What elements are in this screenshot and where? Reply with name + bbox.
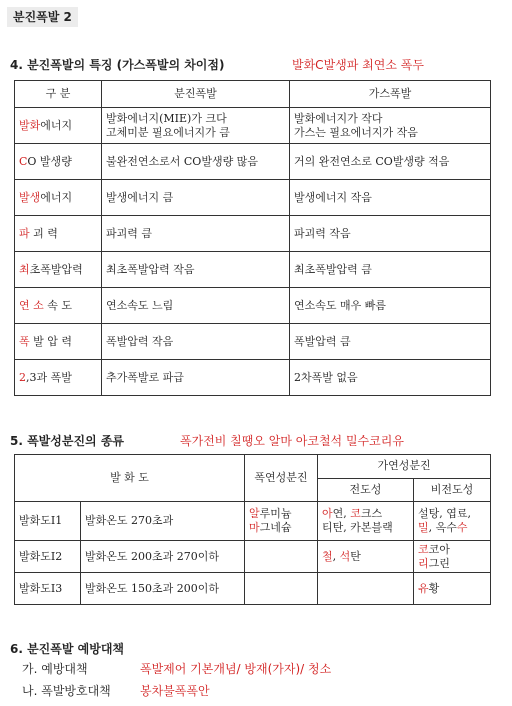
mnemonic-letter: 아	[322, 507, 333, 520]
conductive-cell	[318, 502, 414, 541]
table-row	[15, 288, 491, 324]
page-title: 분진폭발 2	[7, 7, 78, 27]
row-category	[15, 216, 102, 252]
cell-text: 크스	[360, 507, 383, 520]
category-rest: 에너지	[40, 118, 73, 132]
temp-cell: 발화온도 270초과	[81, 502, 245, 541]
gas-cell: 폭발압력 큼	[290, 324, 491, 360]
mnemonic-letter: 유	[418, 581, 429, 595]
section5-heading	[10, 432, 404, 449]
explosive-cell	[245, 502, 318, 541]
category-highlight: 최	[19, 262, 30, 276]
row-category	[15, 108, 102, 144]
mnemonic-letter: 수	[456, 521, 468, 534]
category-rest: O 발생량	[27, 154, 72, 168]
prevention-value: 폭발제어 기본개념/ 방재(가자)/ 청소	[140, 662, 332, 676]
table-row	[15, 180, 491, 216]
table-header-row	[15, 455, 491, 479]
prevention-item	[22, 660, 331, 677]
mnemonic-letter: 밀	[418, 521, 429, 534]
category-highlight: 폭	[19, 334, 30, 348]
cell-line	[418, 507, 486, 521]
table-row	[15, 252, 491, 288]
conductive-cell	[318, 541, 414, 573]
nonconductive-cell	[414, 541, 491, 573]
nonconductive-cell	[414, 502, 491, 541]
dust-cell: 발화에너지(MIE)가 크다 고체미분 필요에너지가 큼	[102, 108, 290, 144]
table-header-row	[15, 81, 491, 108]
category-rest: 에너지	[40, 190, 73, 204]
protection-item	[22, 682, 210, 699]
mnemonic-letter: 코	[418, 542, 429, 556]
mnemonic-letter: 석	[339, 549, 351, 563]
explosive-cell	[245, 541, 318, 573]
header-explosive: 폭연성분진	[245, 455, 318, 502]
section6-heading: 6. 분진폭발 예방대책	[10, 642, 125, 656]
protection-label: 나. 폭발방호대책	[22, 684, 111, 698]
cell-line	[322, 507, 409, 521]
cell-text: 그네슘	[259, 521, 292, 534]
gas-cell: 거의 완전연소로 CO발생량 적음	[290, 144, 491, 180]
table-row	[15, 573, 491, 605]
category-highlight: 발화	[19, 118, 41, 132]
header-combustible: 가연성분진	[318, 455, 491, 479]
dust-cell: 최초폭발압력 작음	[102, 252, 290, 288]
row-category	[15, 252, 102, 288]
table-row	[15, 502, 491, 541]
gas-cell: 발화에너지가 작다 가스는 필요에너지가 작음	[290, 108, 491, 144]
cell-text: 연,	[332, 507, 351, 520]
header-conductive: 전도성	[318, 478, 414, 502]
temp-cell: 발화온도 150초과 200이하	[81, 573, 245, 605]
cell-line	[322, 550, 409, 564]
section5-mnemonic: 폭가전비 칠땡오 알마 아코철석 밀수코리유	[180, 434, 404, 448]
comparison-table	[14, 80, 491, 396]
explosive-cell	[245, 573, 318, 605]
col-header-category: 구 분	[15, 81, 102, 108]
dust-cell: 불완전연소로서 CO발생량 많음	[102, 144, 290, 180]
cell-line	[418, 543, 486, 557]
cell-text: 설탕, 엽료,	[418, 507, 471, 520]
col-header-dust: 분진폭발	[102, 81, 290, 108]
cell-text: 루미늄	[259, 507, 292, 520]
dust-types-table	[14, 454, 491, 605]
cell-line	[249, 521, 313, 535]
dust-cell: 연소속도 느림	[102, 288, 290, 324]
category-rest: 속 도	[43, 298, 72, 312]
gas-cell: 최초폭발압력 큼	[290, 252, 491, 288]
cell-line	[418, 557, 486, 571]
mnemonic-letter: 마	[249, 521, 260, 534]
mnemonic-letter: 철	[322, 549, 333, 563]
category-rest: 발 압 력	[29, 334, 73, 348]
category-rest: 초폭발압력	[29, 262, 83, 276]
cell-line	[418, 521, 486, 535]
grade-cell: 발화도Ⅰ2	[15, 541, 81, 573]
nonconductive-cell	[414, 573, 491, 605]
category-rest: 괴 력	[29, 226, 58, 240]
section4-heading-text: 4. 분진폭발의 특징 (가스폭발의 차이점)	[10, 58, 225, 72]
cell-text: , 옥수	[428, 521, 457, 534]
header-ignition: 발 화 도	[15, 455, 245, 502]
col-header-gas: 가스폭발	[290, 81, 491, 108]
cell-text: ,	[332, 549, 340, 563]
gas-cell: 파괴력 작음	[290, 216, 491, 252]
header-nonconductive: 비전도성	[414, 478, 491, 502]
gas-cell: 발생에너지 작음	[290, 180, 491, 216]
table-row	[15, 216, 491, 252]
row-category	[15, 288, 102, 324]
table-row	[15, 144, 491, 180]
cell-text: 황	[428, 581, 440, 595]
category-highlight: 연 소	[19, 298, 44, 312]
category-highlight: 파	[19, 226, 30, 240]
cell-text: 탄	[350, 549, 361, 563]
category-rest: ,3과 폭발	[26, 370, 72, 384]
protection-value: 봉차불폭폭안	[140, 684, 210, 698]
table-row	[15, 541, 491, 573]
gas-cell: 연소속도 매우 빠름	[290, 288, 491, 324]
section4-heading	[10, 56, 424, 73]
section4-mnemonic: 발화C발생파 최연소 폭두	[292, 58, 424, 72]
dust-cell: 파괴력 큼	[102, 216, 290, 252]
row-category	[15, 360, 102, 396]
row-category	[15, 144, 102, 180]
grade-cell: 발화도Ⅰ3	[15, 573, 81, 605]
cell-text: 코아	[428, 542, 450, 556]
section5-heading-text: 5. 폭발성분진의 종류	[10, 434, 125, 448]
table-row	[15, 324, 491, 360]
category-highlight: 발생	[19, 190, 41, 204]
temp-cell: 발화온도 200초과 270이하	[81, 541, 245, 573]
cell-line	[322, 521, 409, 535]
dust-cell: 폭발압력 작음	[102, 324, 290, 360]
cell-text: 그린	[428, 556, 450, 570]
category-highlight: 2	[19, 370, 26, 384]
table-row	[15, 360, 491, 396]
category-highlight: C	[19, 154, 28, 168]
row-category	[15, 324, 102, 360]
table-row	[15, 108, 491, 144]
gas-cell: 2차폭발 없음	[290, 360, 491, 396]
mnemonic-letter: 리	[418, 556, 429, 570]
cell-text: 티탄, 카본블랙	[322, 521, 393, 534]
mnemonic-letter: 코	[350, 507, 361, 520]
dust-cell: 추가폭발로 파급	[102, 360, 290, 396]
prevention-label: 가. 예방대책	[22, 662, 88, 676]
conductive-cell	[318, 573, 414, 605]
grade-cell: 발화도Ⅰ1	[15, 502, 81, 541]
row-category	[15, 180, 102, 216]
cell-line	[418, 582, 486, 596]
mnemonic-letter: 알	[249, 507, 260, 520]
dust-cell: 발생에너지 큼	[102, 180, 290, 216]
cell-line	[249, 507, 313, 521]
